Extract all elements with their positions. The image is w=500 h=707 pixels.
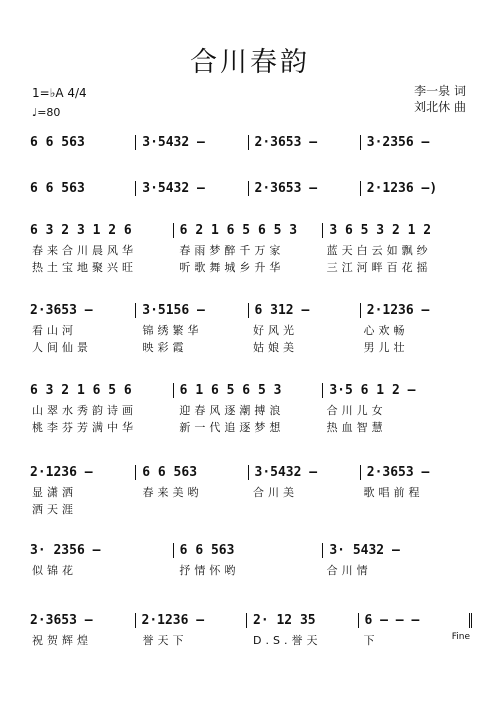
- lyric-segment: 姑娘美: [253, 341, 298, 354]
- lyric-segment: 洒天涯: [32, 503, 77, 516]
- lyric-segment: 合川儿女: [326, 404, 387, 417]
- page-title: 合川春韵: [190, 47, 310, 78]
- measure: 6 2 1 6 5 6 5 3: [173, 223, 323, 238]
- tempo-marking: ♩=80: [32, 106, 61, 119]
- notation-line: [30, 132, 472, 152]
- lyric-segment: 心欢畅: [363, 324, 409, 337]
- measure: 6 6 563: [173, 543, 323, 558]
- lyric-segment: 春来美哟: [142, 486, 203, 499]
- notation-line: [30, 462, 472, 482]
- lyric-segment: 抒情怀哟: [179, 564, 240, 577]
- lyrics-row: [30, 562, 472, 578]
- measure: 3·5156 –: [135, 303, 247, 318]
- lyric-segment: 誉天下: [142, 634, 188, 647]
- measure: 2·3653 –: [248, 135, 360, 150]
- lyric-segment: 春雨梦醉千万家: [179, 244, 285, 257]
- measure: 3· 2356 –: [30, 542, 101, 558]
- lyrics-row: [30, 322, 472, 338]
- lyrics-row: [30, 259, 472, 275]
- lyric-segment: 听歌舞城乡升华: [179, 261, 285, 274]
- lyric-segment: 迎春风逐潮搏浪: [179, 404, 285, 417]
- measure: 2·3653 –: [30, 612, 93, 628]
- key-signature: 1=♭A 4/4: [32, 86, 87, 100]
- lyric-segment: 显潇洒: [32, 486, 77, 499]
- lyric-segment: 山翠水秀韵诗画: [32, 404, 137, 417]
- measure: 6 3 2 1 6 5 6: [30, 382, 132, 398]
- measure: 6 3 2 3 1 2 6: [30, 222, 132, 238]
- measure: 3·5432 –: [135, 181, 247, 196]
- measure: 2·1236 –: [360, 303, 472, 318]
- measure: 3·5432 –: [248, 465, 360, 480]
- composer: 刘北休 曲: [414, 100, 466, 114]
- lyric-segment: 合川美: [253, 486, 298, 499]
- lyric-segment: 锦绣繁华: [142, 324, 203, 337]
- lyric-segment: [141, 501, 252, 517]
- lyric-segment: 男儿壮: [363, 341, 409, 354]
- measure: 2· 12 35: [246, 613, 358, 628]
- lyric-segment: [251, 501, 362, 517]
- lyric-segment: 人间仙景: [32, 341, 92, 354]
- fine-marking: Fine: [451, 632, 470, 642]
- lyric-segment: 好风光: [253, 324, 298, 337]
- lyricist: 李一泉 词: [414, 84, 466, 98]
- measure: 6 – – –: [358, 613, 473, 628]
- measure: 2·3653 –: [248, 181, 360, 196]
- measure: 3·5 6 1 2 –: [322, 383, 472, 398]
- lyrics-row: [30, 501, 472, 517]
- lyrics-row: [30, 484, 472, 500]
- notation-line: [30, 220, 472, 240]
- lyric-segment: 下: [363, 634, 379, 647]
- lyrics-row: [30, 419, 472, 435]
- measure: 6 6 563: [30, 180, 85, 196]
- measure: 6 1 6 5 6 5 3: [173, 383, 323, 398]
- lyric-segment: 歌唱前程: [363, 486, 424, 499]
- notation-line: [30, 380, 472, 400]
- measure: 2·1236 –: [30, 464, 93, 480]
- measure: 2·1236 –): [360, 181, 472, 196]
- notation-line: [30, 610, 472, 630]
- measure: 6 6 563: [135, 465, 247, 480]
- notation-line: [30, 300, 472, 320]
- measure: 2·1236 –: [135, 613, 247, 628]
- lyrics-row: [30, 632, 472, 648]
- lyrics-row: [30, 402, 472, 418]
- lyric-segment: 合川情: [326, 564, 372, 577]
- measure: 2·3653 –: [30, 302, 93, 318]
- lyrics-row: [30, 339, 472, 355]
- lyric-segment: 似锦花: [32, 564, 77, 577]
- credits: [414, 83, 466, 115]
- measure: 2·3653 –: [360, 465, 472, 480]
- lyric-segment: 热土宝地聚兴旺: [32, 261, 137, 274]
- lyric-segment: [362, 501, 473, 517]
- measure: 6 6 563: [30, 134, 85, 150]
- measure: 6 312 –: [248, 303, 360, 318]
- lyric-segment: 新一代追逐梦想: [179, 421, 285, 434]
- lyric-segment: 桃李芬芳满中华: [32, 421, 137, 434]
- notation-line: [30, 540, 472, 560]
- lyric-segment: 祝贺辉煌: [32, 634, 92, 647]
- notation-line: [30, 178, 472, 198]
- measure: 3· 5432 –: [322, 543, 472, 558]
- lyric-segment: 春来合川晨风华: [32, 244, 137, 257]
- lyric-segment: 映彩霞: [142, 341, 188, 354]
- lyric-segment: D.S.誉天: [253, 634, 322, 647]
- lyric-segment: 三江河畔百花摇: [326, 261, 432, 274]
- lyric-segment: 蓝天白云如飘纱: [326, 244, 432, 257]
- measure: 3·2356 –: [360, 135, 472, 150]
- measure: 3·5432 –: [135, 135, 247, 150]
- lyric-segment: 热血智慧: [326, 421, 387, 434]
- lyrics-row: [30, 242, 472, 258]
- measure: 3 6 5 3 2 1 2: [322, 223, 472, 238]
- lyric-segment: 看山河: [32, 324, 77, 337]
